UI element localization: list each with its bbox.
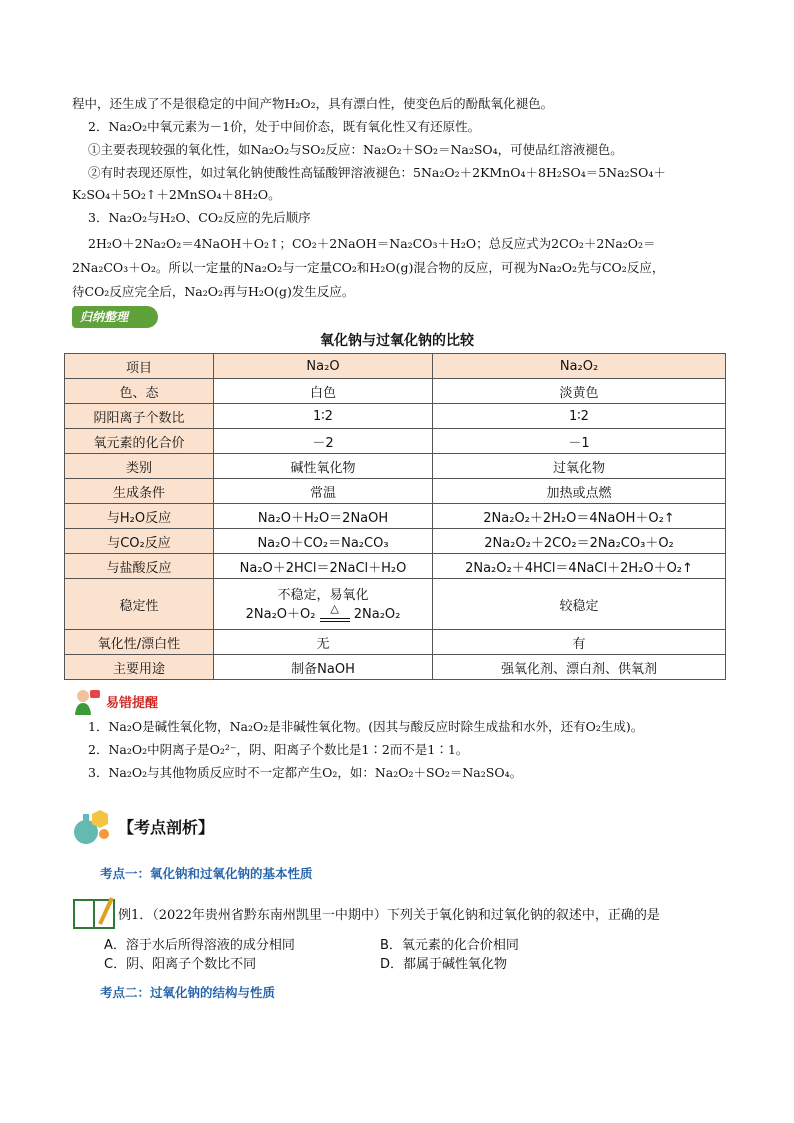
point-2-heading: 考点二：过氧化钠的结构与性质: [100, 985, 276, 1000]
row-label: 与CO₂反应: [65, 529, 214, 554]
table-header-cell: 项目: [65, 354, 214, 379]
section-title: 【考点剖析】: [118, 818, 215, 837]
table-row: [65, 454, 726, 479]
tip-label: 易错提醒: [106, 696, 159, 711]
text-line-5: K₂SO₄＋5O₂↑＋2MnSO₄＋8H₂O。: [72, 187, 281, 202]
cell: [214, 579, 433, 630]
cell: 2Na₂O₂＋2CO₂＝2Na₂CO₃＋O₂: [433, 529, 726, 554]
row-label: 氧元素的化合价: [65, 429, 214, 454]
text-line-6: 3．Na₂O₂与H₂O、CO₂反应的先后顺序: [88, 210, 311, 225]
cell: 白色: [214, 379, 433, 404]
text-line-7: 2H₂O＋2Na₂O₂＝4NaOH＋O₂↑；CO₂＋2NaOH＝Na₂CO₃＋H₂O；总反应式为2CO₂＋2Na₂O₂＝: [88, 236, 656, 251]
flask-icon: [72, 806, 114, 846]
cell: 加热或点燃: [433, 479, 726, 504]
text-line-9: 待CO₂反应完全后，Na₂O₂再与H₂O(g)发生反应。: [72, 284, 355, 299]
text-line-4: ②有时表现还原性，如过氧化钠使酸性高锰酸钾溶液褪色：5Na₂O₂＋2KMnO₄＋8H₂SO₄＝5Na₂SO₄＋: [88, 165, 666, 180]
option-b[interactable]: B．氧元素的化合价相同: [380, 938, 519, 953]
table-row: [65, 429, 726, 454]
cell: 过氧化物: [433, 454, 726, 479]
teacher-icon: [72, 688, 102, 716]
option-c[interactable]: C．阴、阳离子个数比不同: [104, 957, 257, 972]
cell: 常温: [214, 479, 433, 504]
example-question: 例1．（2022年贵州省黔东南州凯里一中期中）下列关于氧化钠和过氧化钠的叙述中，正确的是: [118, 908, 660, 923]
table-title: 氧化钠与过氧化钠的比较: [320, 333, 474, 349]
row-label: 与盐酸反应: [65, 554, 214, 579]
cell: 较稳定: [433, 579, 726, 630]
stability-text: 不稳定，易氧化: [277, 587, 369, 603]
cell: Na₂O＋2HCl＝2NaCl＋H₂O: [214, 554, 433, 579]
heat-symbol: △: [330, 602, 339, 616]
cell: Na₂O＋H₂O＝2NaOH: [214, 504, 433, 529]
cell: 有: [433, 630, 726, 655]
text-line-8: 2Na₂CO₃＋O₂。所以一定量的Na₂O₂与一定量CO₂和H₂O(g)混合物的反应，可视为Na₂O₂先与CO₂反应，: [72, 260, 665, 275]
comparison-table: [64, 353, 726, 680]
cell: 1∶2: [433, 404, 726, 429]
table-header-cell: Na₂O₂: [433, 354, 726, 379]
cell: 2Na₂O₂＋4HCl＝4NaCl＋2H₂O＋O₂↑: [433, 554, 726, 579]
cell: 碱性氧化物: [214, 454, 433, 479]
cell: 制备NaOH: [214, 655, 433, 680]
table-row: [65, 379, 726, 404]
text-line-1: 程中，还生成了不是很稳定的中间产物H₂O₂，具有漂白性，使变色后的酚酞氧化褪色。: [72, 96, 554, 111]
table-header-cell: Na₂O: [214, 354, 433, 379]
table-row: [65, 404, 726, 429]
cell: 无: [214, 630, 433, 655]
option-a[interactable]: A．溶于水后所得溶液的成分相同: [104, 938, 295, 953]
row-label: 与H₂O反应: [65, 504, 214, 529]
point-1-heading: 考点一：氧化钠和过氧化钠的基本性质: [100, 866, 313, 881]
row-label: 生成条件: [65, 479, 214, 504]
cell: 2Na₂O₂＋2H₂O＝4NaOH＋O₂↑: [433, 504, 726, 529]
row-label: 氧化性/漂白性: [65, 630, 214, 655]
equation-left: 2Na₂O＋O₂: [245, 606, 316, 622]
table-row: [65, 529, 726, 554]
cell: －2: [214, 429, 433, 454]
summary-badge: 归纳整理: [72, 306, 158, 328]
row-label: 主要用途: [65, 655, 214, 680]
cell: 1∶2: [214, 404, 433, 429]
table-header-row: [65, 354, 726, 379]
book-icon: [72, 894, 116, 930]
table-row: [65, 554, 726, 579]
table-row: [65, 504, 726, 529]
cell: 强氧化剂、漂白剂、供氧剂: [433, 655, 726, 680]
cell: －1: [433, 429, 726, 454]
heating-arrow: [320, 604, 350, 624]
row-label: 类别: [65, 454, 214, 479]
tip-line-1: 1．Na₂O是碱性氧化物，Na₂O₂是非碱性氧化物。(因其与酸反应时除生成盐和水外，还有O₂生成)。: [88, 719, 644, 734]
table-row: [65, 579, 726, 630]
text-line-2: 2．Na₂O₂中氧元素为－1价，处于中间价态，既有氧化性又有还原性。: [88, 119, 481, 134]
row-label: 色、态: [65, 379, 214, 404]
row-label: 阴阳离子个数比: [65, 404, 214, 429]
cell: 淡黄色: [433, 379, 726, 404]
tip-line-2: 2．Na₂O₂中阴离子是O₂²⁻，阴、阳离子个数比是1∶2而不是1∶1。: [88, 742, 469, 757]
equation-right: 2Na₂O₂: [353, 606, 401, 622]
row-label: 稳定性: [65, 579, 214, 630]
table-row: [65, 479, 726, 504]
tip-line-3: 3．Na₂O₂与其他物质反应时不一定都产生O₂，如：Na₂O₂＋SO₂＝Na₂SO₄。: [88, 765, 523, 780]
text-line-3: ①主要表现较强的氧化性，如Na₂O₂与SO₂反应：Na₂O₂＋SO₂＝Na₂SO₄，可使品红溶液褪色。: [88, 142, 623, 157]
cell: Na₂O＋CO₂＝Na₂CO₃: [214, 529, 433, 554]
stability-equation: [218, 603, 428, 625]
table-row: [65, 655, 726, 680]
option-d[interactable]: D．都属于碱性氧化物: [380, 957, 508, 972]
table-row: [65, 630, 726, 655]
